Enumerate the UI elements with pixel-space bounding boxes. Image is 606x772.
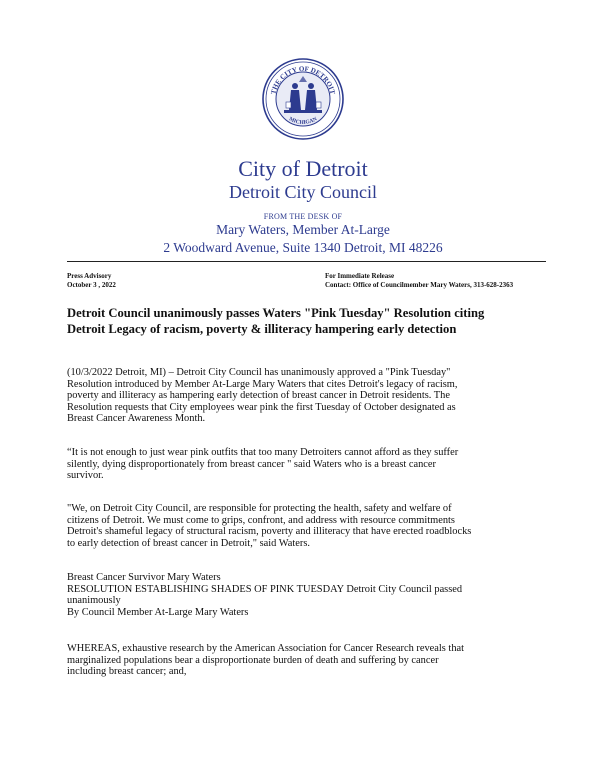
office-address: 2 Woodward Avenue, Suite 1340 Detroit, MI 48226 [163,240,443,255]
release-block [325,272,513,290]
release-label: For Immediate Release [325,272,395,280]
text-line: “It is not enough to just wear pink outfits that too many Detroiters cannot afford as they suffer [67,447,459,458]
text-line: Resolution introduced by Member At-Large Mary Waters that cites Detroit's legacy of racism, [67,378,458,390]
text-line: (10/3/2022 Detroit, MI) – Detroit City Council has unanimously approved a "Pink Tuesday" [67,367,451,378]
text-line: Resolution requests that City employees wear pink the first Tuesday of October designated as [67,401,456,413]
paragraph-resolution-title [67,572,549,618]
headline-line: Detroit Legacy of racism, poverty & illiteracy hampering early detection [67,322,457,336]
member-name: Mary Waters, Member At-Large [216,222,390,237]
header-divider [67,261,546,262]
text-line: citizens of Detroit. We must come to grips, confront, and address with resource commitments [67,514,455,526]
advisory-date: October 3 , 2022 [67,281,116,289]
text-line: survivor. [67,470,104,482]
text-line: Breast Cancer Survivor Mary Waters [67,572,221,583]
text-line: Breast Cancer Awareness Month. [67,413,206,425]
headline [67,305,549,337]
paragraph-quote-1 [67,447,549,482]
text-line: RESOLUTION ESTABLISHING SHADES OF PINK TUESDAY Detroit City Council passed [67,583,463,595]
text-line: silently, dying disproportionately from breast cancer " said Waters who is a breast cancer [67,458,436,470]
text-line: WHEREAS, exhaustive research by the American Association for Cancer Research reveals that [67,643,465,654]
text-line: Detroit's shameful legacy of structural racism, poverty and illiteracy that have erected roadblocks [67,526,472,538]
paragraph-quote-2 [67,503,549,549]
paragraph-intro [67,367,549,425]
city-of-detroit-seal [262,58,344,140]
advisory-type: Press Advisory [67,272,112,280]
headline-line: Detroit Council unanimously passes Waters "Pink Tuesday" Resolution citing [67,306,485,320]
svg-text:THE CITY OF DETROIT: THE CITY OF DETROIT [269,64,337,96]
svg-text:MICHIGAN: MICHIGAN [287,116,319,126]
text-line: marginalized populations bear a disproportionate burden of death and suffering by cancer [67,654,439,666]
text-line: including breast cancer; and, [67,666,187,678]
city-title: City of Detroit [238,156,368,181]
from-desk-label: FROM THE DESK OF [263,212,343,221]
text-line: By Council Member At-Large Mary Waters [67,606,249,618]
text-line: "We, on Detroit City Council, are responsible for protecting the health, safety and welfare of [67,503,452,514]
advisory-block [67,272,116,290]
text-line: to early detection of breast cancer in Detroit," said Waters. [67,537,310,549]
council-title: Detroit City Council [229,182,377,202]
text-line: unanimously [67,595,121,607]
text-line: poverty and illiteracy as hampering early detection of breast cancer in Detroit residents. The [67,390,450,402]
contact-info: Contact: Office of Councilmember Mary Waters, 313-628-2363 [325,281,514,289]
paragraph-whereas [67,643,549,678]
